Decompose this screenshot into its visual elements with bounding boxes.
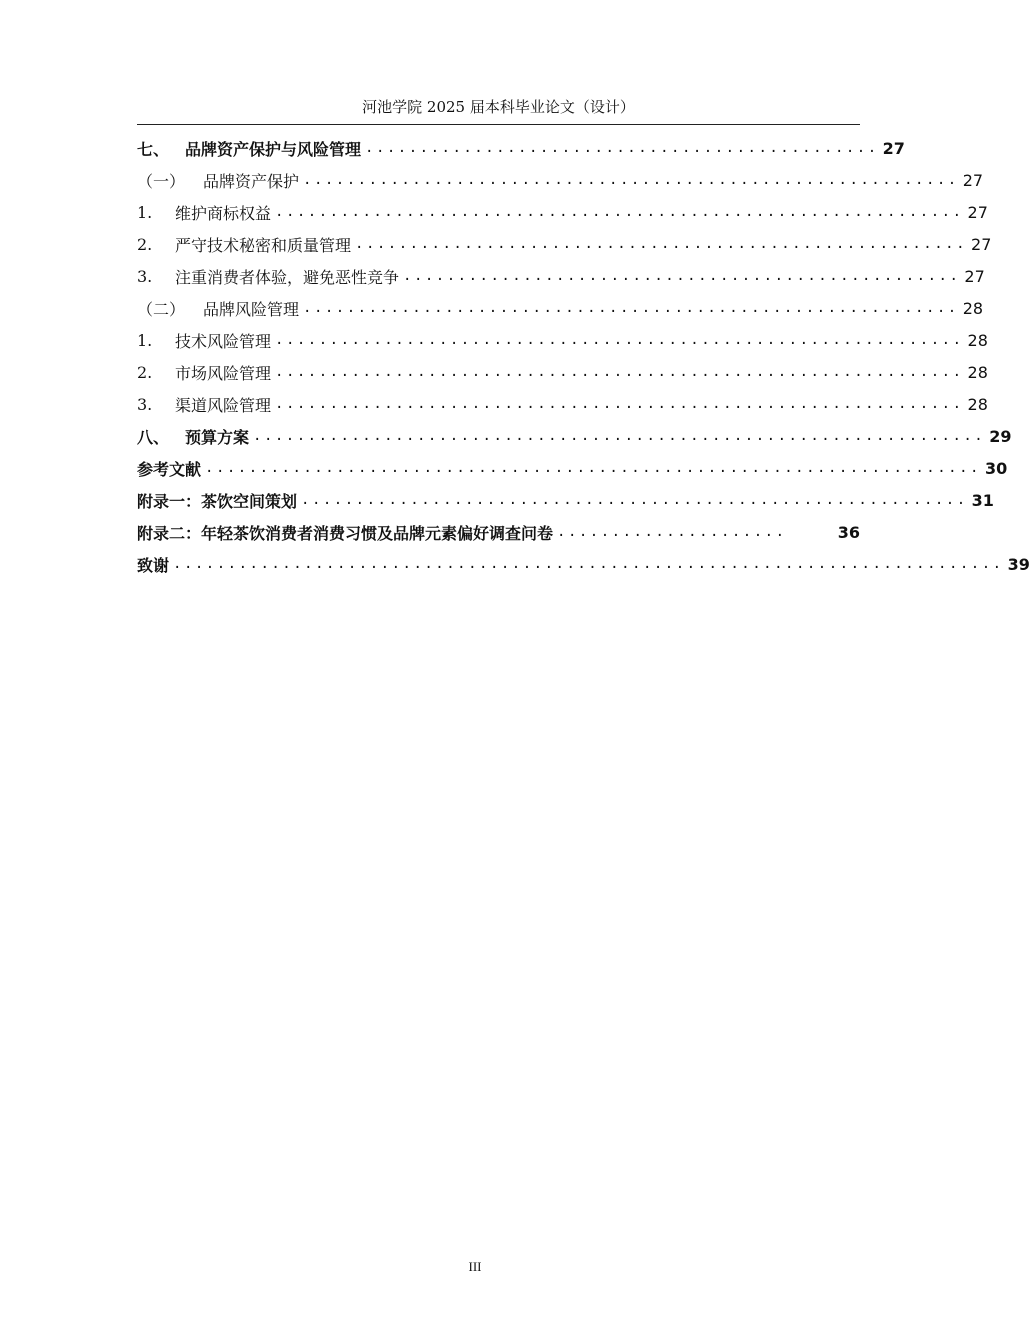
toc-entry-page: 28 <box>967 394 988 414</box>
toc-entry-appendix-2[interactable] <box>137 516 860 548</box>
toc-entry-number: 2. <box>137 362 153 382</box>
toc-entry-title: 品牌风险管理 <box>203 299 300 319</box>
toc-dot-leader: ............................................................. <box>301 492 968 508</box>
toc-entry-title: 附录一：茶饮空间策划 <box>137 491 298 511</box>
toc-entry-number: 1. <box>137 330 153 350</box>
toc-entry-number: 2. <box>137 234 153 254</box>
toc-entry-title: 品牌资产保护 <box>203 171 300 191</box>
toc-entry-title: 严守技术秘密和质量管理 <box>175 235 352 255</box>
toc-entry-page: 27 <box>967 202 988 222</box>
toc-entry-number: （一） <box>137 171 186 191</box>
toc-entry-title: 参考文献 <box>137 459 202 479</box>
toc-entry-title: 附录二：年轻茶饮消费者消费习惯及品牌元素偏好调查问卷 <box>137 523 554 543</box>
toc-entry-title: 注重消费者体验，避免恶性竞争 <box>175 267 400 287</box>
toc-entry-7-1-1[interactable] <box>137 196 988 228</box>
toc-entry-page: 27 <box>971 234 992 254</box>
toc-entry-title: 技术风险管理 <box>175 331 272 351</box>
toc-entry-page: 36 <box>837 522 860 542</box>
toc-dot-leader: ............................................................... <box>275 332 964 348</box>
toc-entry-title: 维护商标权益 <box>175 203 272 223</box>
table-of-contents <box>137 132 1030 580</box>
toc-entry-7-1[interactable] <box>137 164 984 196</box>
toc-entry-chapter-7[interactable] <box>137 132 905 164</box>
toc-entry-page: 27 <box>962 170 984 190</box>
toc-entry-number: 3. <box>137 266 153 286</box>
toc-entry-title: 品牌资产保护与风险管理 <box>185 139 362 159</box>
toc-dot-leader: ............................................... <box>365 140 879 156</box>
toc-entry-number: 3. <box>137 394 153 414</box>
toc-entry-number: （二） <box>137 299 186 319</box>
toc-dot-leader: ............................................................ <box>303 300 959 316</box>
toc-entry-page: 28 <box>967 330 988 350</box>
toc-entry-title: 渠道风险管理 <box>175 395 272 415</box>
toc-entry-page: 28 <box>962 298 984 318</box>
toc-entry-title: 市场风险管理 <box>175 363 272 383</box>
toc-entry-number: 1. <box>137 202 153 222</box>
toc-entry-7-2-3[interactable] <box>137 388 988 420</box>
toc-entry-7-1-2[interactable] <box>137 228 992 260</box>
toc-dot-leader: ............................................................... <box>275 204 964 220</box>
toc-entry-7-1-3[interactable] <box>137 260 985 292</box>
toc-entry-appendix-1[interactable] <box>137 484 994 516</box>
toc-dot-leader: ............................................................... <box>275 364 964 380</box>
toc-entry-acknowledgements[interactable] <box>137 548 1030 580</box>
toc-entry-page: 29 <box>989 426 1012 446</box>
toc-entry-title: 致谢 <box>137 555 170 575</box>
toc-entry-page: 31 <box>971 490 994 510</box>
toc-entry-page: 28 <box>967 362 988 382</box>
toc-entry-page: 30 <box>984 458 1008 478</box>
page-number: III <box>468 1259 482 1274</box>
toc-entry-page: 39 <box>1007 554 1030 574</box>
toc-entry-chapter-8[interactable] <box>137 420 1012 452</box>
toc-entry-page: 27 <box>882 138 905 158</box>
toc-dot-leader: ..................... <box>557 524 787 540</box>
toc-entry-7-2-2[interactable] <box>137 356 988 388</box>
toc-dot-leader: ................................................................... <box>253 428 986 444</box>
toc-dot-leader: ....................................................................... <box>205 460 981 476</box>
toc-dot-leader: ................................................... <box>403 268 961 284</box>
toc-entry-page: 27 <box>964 266 985 286</box>
toc-dot-leader: ............................................................... <box>275 396 964 412</box>
toc-entry-7-2-1[interactable] <box>137 324 988 356</box>
toc-dot-leader: ............................................................................ <box>173 556 1004 572</box>
header-divider <box>137 124 860 125</box>
toc-dot-leader: ............................................................ <box>303 172 959 188</box>
toc-entry-number: 七、 <box>137 139 170 159</box>
toc-entry-7-2[interactable] <box>137 292 984 324</box>
toc-entry-number: 八、 <box>137 427 170 447</box>
page-header: 河池学院 2025 届本科毕业论文（设计） <box>362 98 635 116</box>
toc-entry-references[interactable] <box>137 452 1008 484</box>
toc-dot-leader: ........................................................ <box>355 236 968 252</box>
toc-entry-title: 预算方案 <box>185 427 250 447</box>
